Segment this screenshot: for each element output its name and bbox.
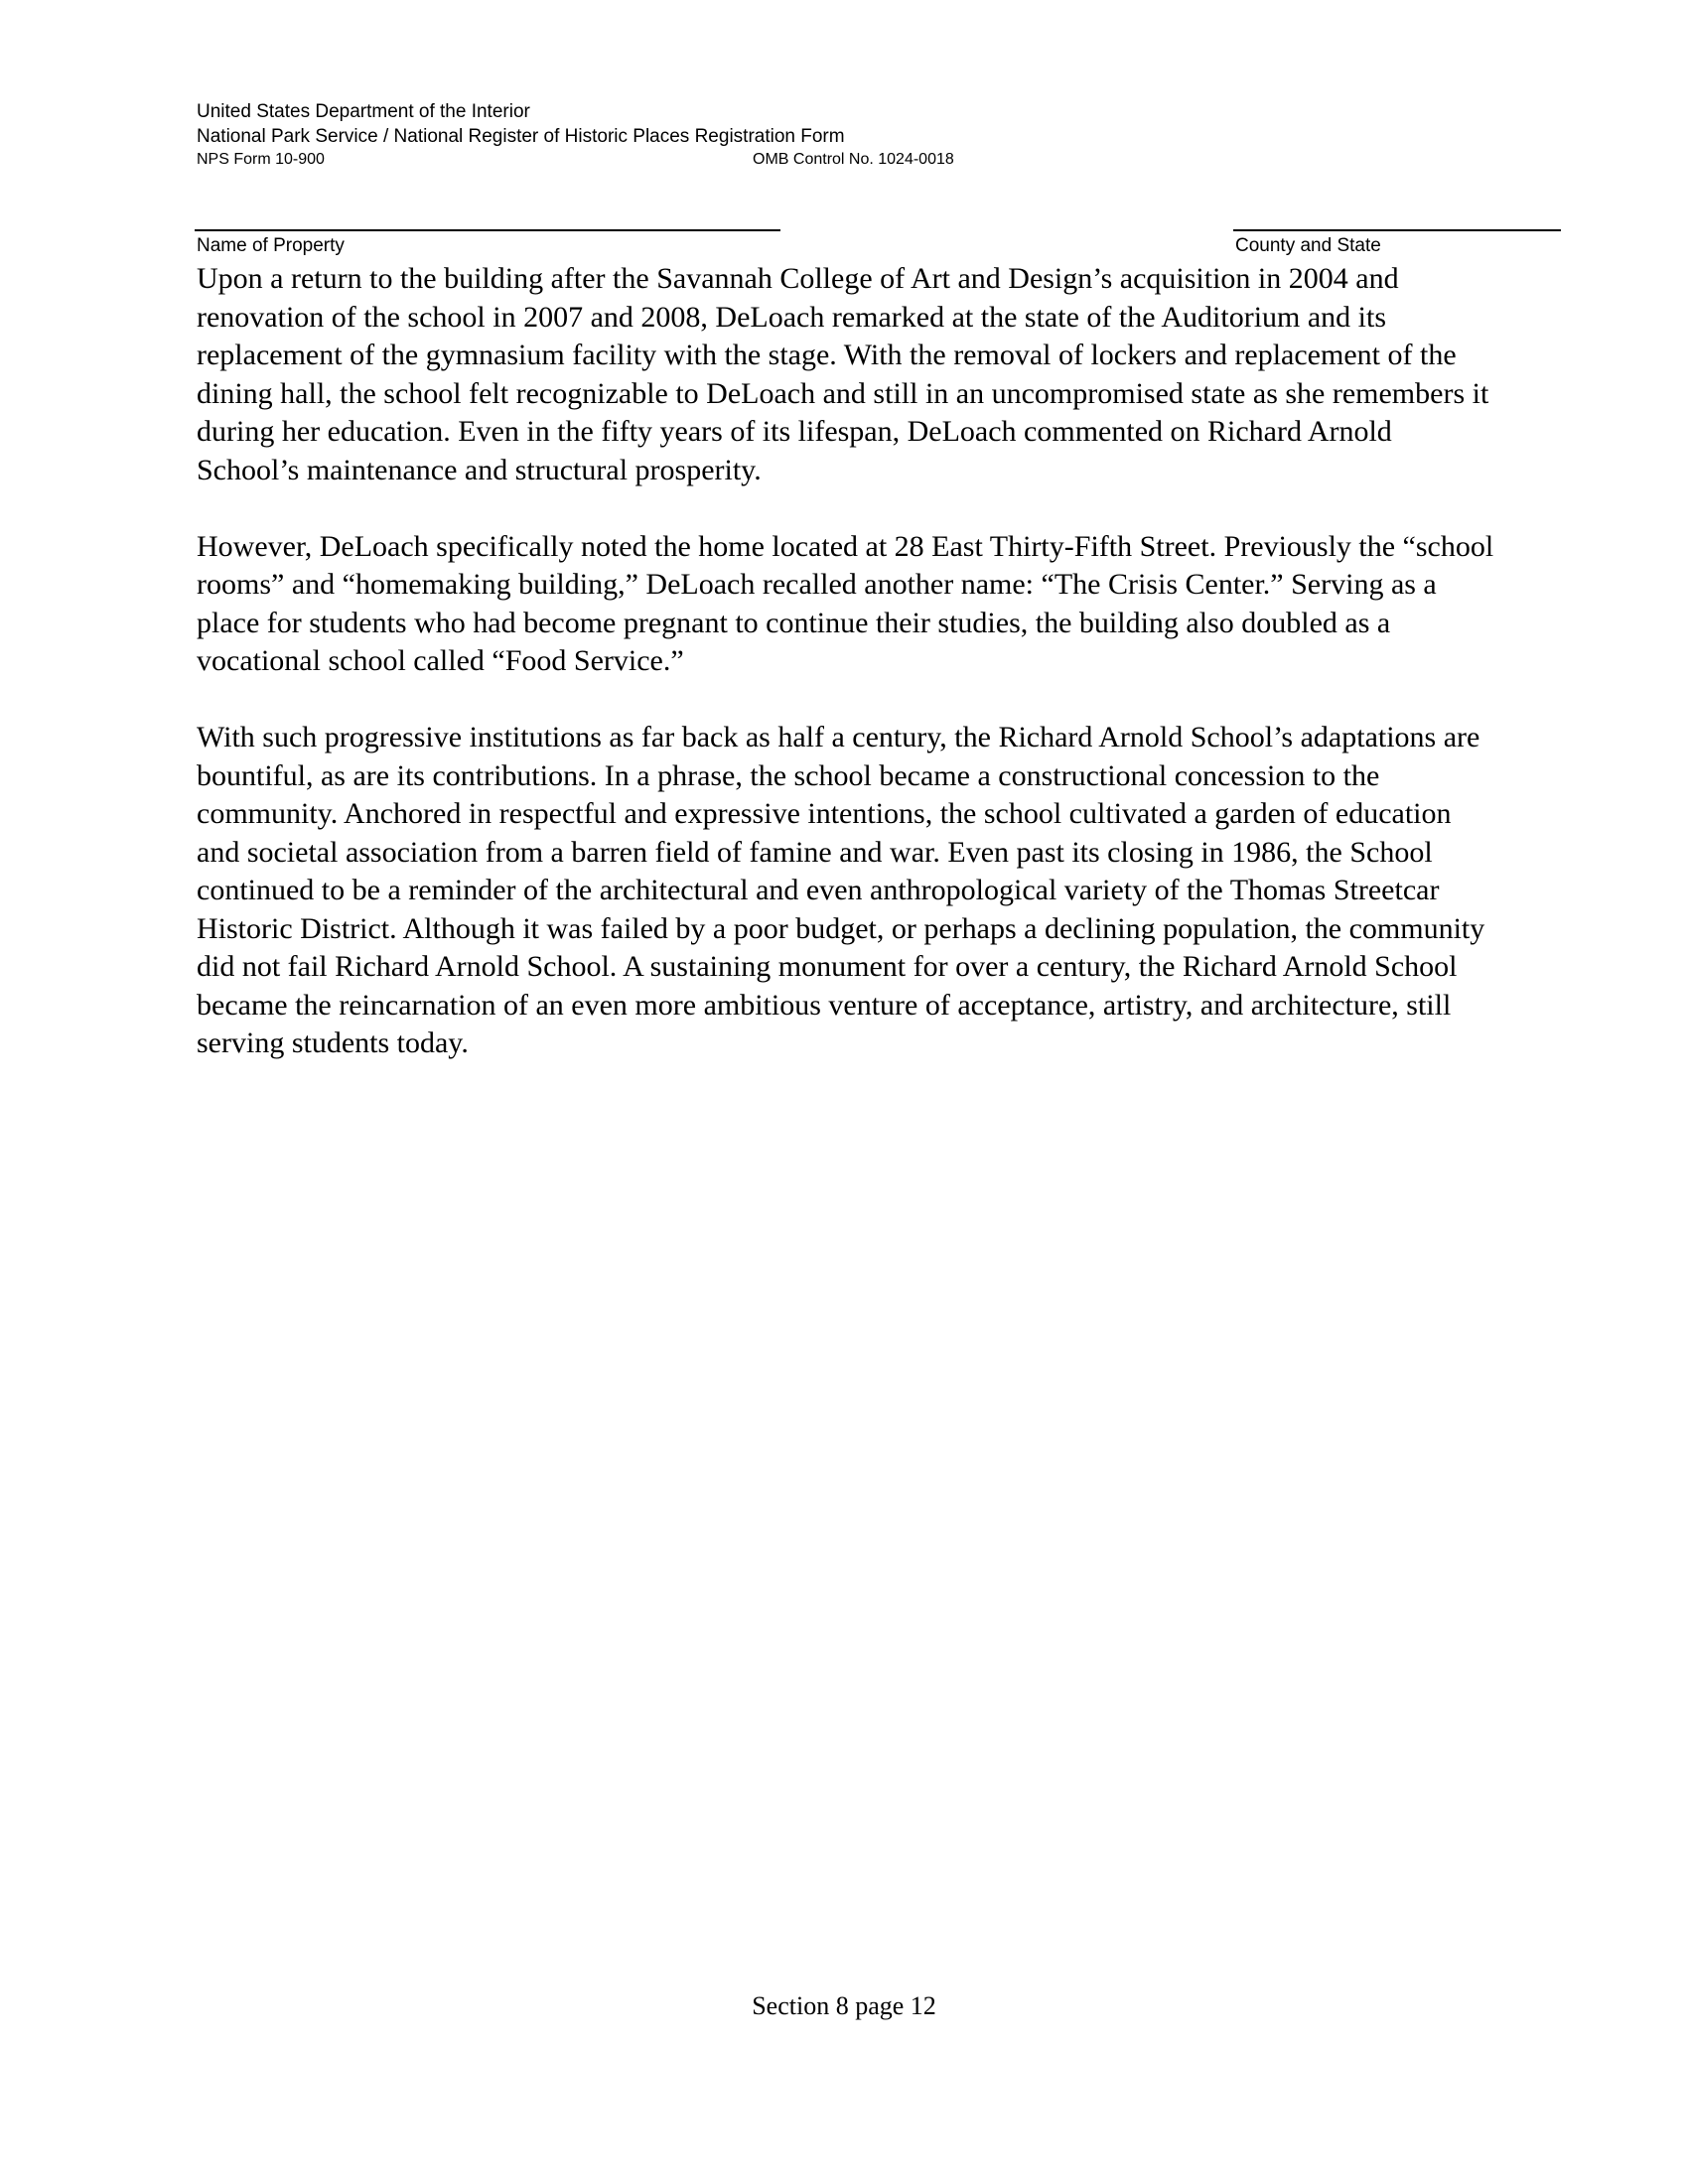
form-identifiers [197, 149, 1011, 171]
form-title: National Park Service / National Register of Historic Places Registration Form [197, 126, 845, 147]
omb-control-number: OMB Control No. 1024-0018 [753, 151, 954, 168]
county-and-state-label: County and State [1235, 235, 1381, 256]
name-of-property-label: Name of Property [197, 235, 345, 256]
agency-name: United States Department of the Interior [197, 101, 530, 122]
narrative-body [197, 260, 1497, 1101]
form-number: NPS Form 10-900 [197, 151, 325, 168]
name-of-property-field-line [195, 229, 780, 231]
form-header [197, 99, 1011, 171]
paragraph: With such progressive institutions as far back as half a century, the Richard Arnold School’s adaptations are bountiful, as are its contributions. In a phrase, the school became a constructional concession to the community. Anchored in respectful and expressive intentions, the school cultivated a garden of education and societal association from a barren field of famine and war. Even past its closing in 1986, the School continued to be a reminder of the architectural and even anthropological variety of the Thomas Streetcar Historic District. Although it was failed by a poor budget, or perhaps a declining population, the community did not fail Richard Arnold School. A sustaining monument for over a century, the Richard Arnold School became the reincarnation of an even more ambitious venture of acceptance, artistry, and architecture, still serving students today. [197, 721, 1485, 1059]
paragraph: However, DeLoach specifically noted the home located at 28 East Thirty-Fifth Street. Previously the “school rooms” and “homemaking building,” DeLoach recalled another name: “The Crisis Center.” Serving as a place for students who had become pregnant to continue their studies, the building also doubled as a vocational school called “Food Service.” [197, 529, 1494, 677]
paragraph: Upon a return to the building after the Savannah College of Art and Design’s acquisition in 2004 and renovation of the school in 2007 and 2008, DeLoach remarked at the state of the Auditorium and its replacement of the gymnasium facility with the stage. With the removal of lockers and replacement of the dining hall, the school felt recognizable to DeLoach and still in an uncompromised state as she remembers it during her education. Even in the fifty years of its lifespan, DeLoach commented on Richard Arnold School’s maintenance and structural prosperity. [197, 262, 1489, 486]
page-footer: Section 8 page 12 [752, 1991, 936, 2020]
county-and-state-field-line [1233, 229, 1561, 231]
